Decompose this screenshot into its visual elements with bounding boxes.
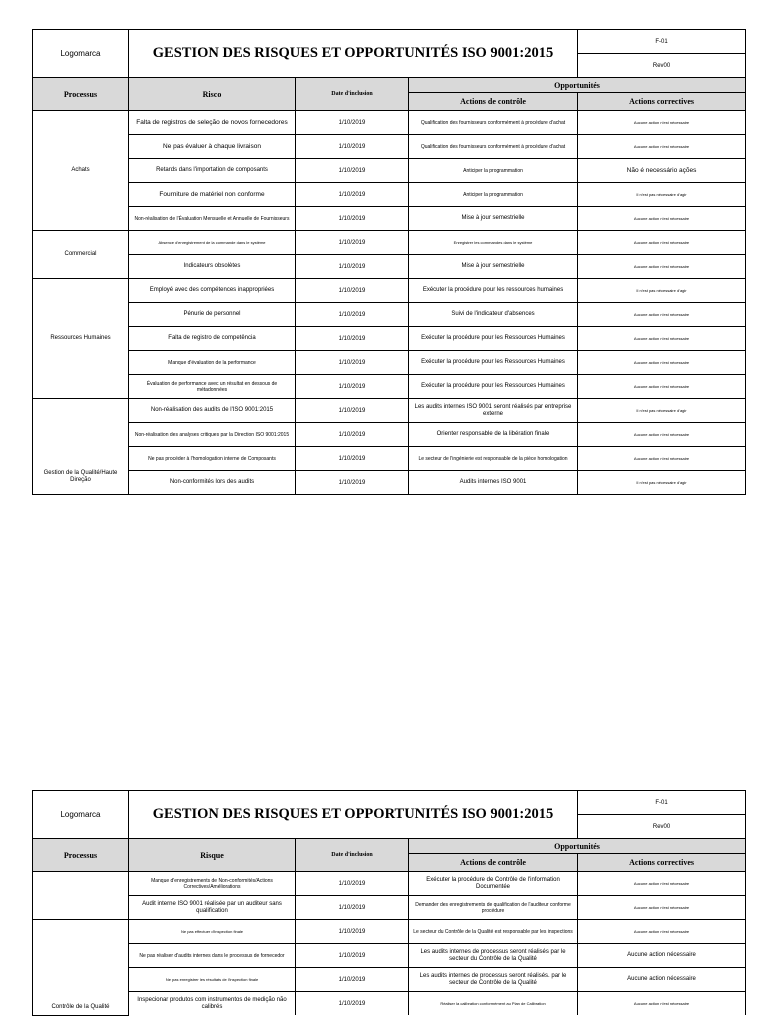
process-cell (33, 872, 129, 920)
risk-cell: Absence d'enregistrement de la commande dans le système (129, 231, 296, 255)
date-cell: 1/10/2019 (296, 896, 409, 920)
control-cell: Orienter responsable de la libération finale (409, 423, 578, 447)
risk-table (32, 790, 746, 1016)
control-cell: Les audits internes ISO 9001 seront réalisés par entreprise externe (409, 399, 578, 423)
risk-cell: Manque d'enregistrements de Non-conformités/Actions Correctives/Améliorations (129, 872, 296, 896)
header-process: Processus (33, 839, 129, 872)
logo-placeholder: Logomarca (33, 791, 129, 839)
process-cell: Ressources Humaines (33, 279, 129, 399)
corrective-cell: Aucune action nécessaire (578, 944, 746, 968)
corrective-cell: Aucune action n'est nécessaire (578, 255, 746, 279)
corrective-cell: Aucune action n'est nécessaire (578, 207, 746, 231)
corrective-cell: Aucune action n'est nécessaire (578, 920, 746, 944)
revision: Rev00 (578, 815, 746, 839)
corrective-cell: Il n'est pas nécessaire d'agir (578, 399, 746, 423)
form-code: F-01 (578, 791, 746, 815)
header-opportunities: Opportunités (409, 78, 746, 93)
date-cell: 1/10/2019 (296, 327, 409, 351)
corrective-cell: Aucune action n'est nécessaire (578, 135, 746, 159)
header-control-actions: Actions de contrôle (409, 93, 578, 111)
corrective-cell: Aucune action n'est nécessaire (578, 351, 746, 375)
risk-cell: Retards dans l'importation de composants (129, 159, 296, 183)
control-cell: Les audits internes de processus seront réalisés par le secteur du Contrôle de la Qualité (409, 944, 578, 968)
risk-cell: Ne pas effectuer d'inspection finale (129, 920, 296, 944)
risk-cell: Employé avec des compétences inappropriées (129, 279, 296, 303)
date-cell: 1/10/2019 (296, 351, 409, 375)
process-cell: Achats (33, 111, 129, 231)
control-cell: Exécuter la procédure pour les Ressources Humaines (409, 375, 578, 399)
risk-cell: Non-réalisation de l'Évaluation Mensuelle et Annuelle de Fournisseurs (129, 207, 296, 231)
process-cell: Commercial (33, 231, 129, 279)
corrective-cell: Não é necessário ações (578, 159, 746, 183)
date-cell: 1/10/2019 (296, 255, 409, 279)
control-cell: Les audits internes de processus seront réalisés. par le secteur de Contrôle de la Qualité (409, 968, 578, 992)
corrective-cell: Aucune action n'est nécessaire (578, 447, 746, 471)
control-cell: Enregistrer les commandes dans le système (409, 231, 578, 255)
risk-cell: Ne pas enregistrer les résultats de l'inspection finale (129, 968, 296, 992)
date-cell: 1/10/2019 (296, 447, 409, 471)
corrective-cell: Aucune action n'est nécessaire (578, 896, 746, 920)
date-cell: 1/10/2019 (296, 183, 409, 207)
date-cell: 1/10/2019 (296, 920, 409, 944)
control-cell: Réaliser la calibration conformément au Plan de Calibration (409, 992, 578, 1016)
form-code: F-01 (578, 30, 746, 54)
risk-cell: Évaluation de performance avec un résultat en dessous de métadonnées (129, 375, 296, 399)
date-cell: 1/10/2019 (296, 207, 409, 231)
control-cell: Suivi de l'indicateur d'absences (409, 303, 578, 327)
corrective-cell: Aucune action n'est nécessaire (578, 327, 746, 351)
header-risk: Risco (129, 78, 296, 111)
document-title: GESTION DES RISQUES ET OPPORTUNITÉS ISO 9001:2015 (129, 791, 578, 839)
header-date: Date d'inclusion (296, 78, 409, 111)
corrective-cell: Aucune action n'est nécessaire (578, 375, 746, 399)
control-cell: Qualification des fournisseurs conformément à procédure d'achat (409, 135, 578, 159)
risk-cell: Fourniture de matériel non conforme (129, 183, 296, 207)
header-control-actions: Actions de contrôle (409, 854, 578, 872)
risk-sheet-2 (32, 790, 745, 1016)
risk-table (32, 29, 746, 495)
date-cell: 1/10/2019 (296, 375, 409, 399)
date-cell: 1/10/2019 (296, 872, 409, 896)
control-cell: Mise à jour semestrielle (409, 255, 578, 279)
risk-cell: Pénurie de personnel (129, 303, 296, 327)
header-process: Processus (33, 78, 129, 111)
control-cell: Audits internes ISO 9001 (409, 471, 578, 495)
control-cell: Le secteur du Contrôle de la Qualité est responsable par les inspections (409, 920, 578, 944)
risk-cell: Non-réalisation des analyses critiques par la Direction ISO 9001:2015 (129, 423, 296, 447)
risk-cell: Falta de registros de seleção de novos fornecedores (129, 111, 296, 135)
risk-cell: Audit interne ISO 9001 réalisée par un auditeur sans qualification (129, 896, 296, 920)
date-cell: 1/10/2019 (296, 471, 409, 495)
date-cell: 1/10/2019 (296, 968, 409, 992)
risk-cell: Falta de registro de competência (129, 327, 296, 351)
control-cell: Anticiper la programmation (409, 159, 578, 183)
date-cell: 1/10/2019 (296, 399, 409, 423)
risk-cell: Ne pas évaluer à chaque livraison (129, 135, 296, 159)
date-cell: 1/10/2019 (296, 159, 409, 183)
risk-cell: Non-réalisation des audits de l'ISO 9001:2015 (129, 399, 296, 423)
header-corrective-actions: Actions correctives (578, 854, 746, 872)
header-date: Date d'inclusion (296, 839, 409, 872)
process-cell: Gestion de la Qualité/Haute Direção (33, 399, 129, 495)
risk-cell: Ne pas réaliser d'audits internes dans le processus de fornecedor (129, 944, 296, 968)
risk-cell: Inspecionar produtos com instrumentos de medição não calibrés (129, 992, 296, 1016)
date-cell: 1/10/2019 (296, 944, 409, 968)
date-cell: 1/10/2019 (296, 423, 409, 447)
date-cell: 1/10/2019 (296, 279, 409, 303)
process-cell: Contrôle de la Qualité (33, 920, 129, 1016)
date-cell: 1/10/2019 (296, 303, 409, 327)
date-cell: 1/10/2019 (296, 231, 409, 255)
header-corrective-actions: Actions correctives (578, 93, 746, 111)
risk-cell: Ne pas procéder à l'homologation interne de Composants (129, 447, 296, 471)
corrective-cell: Aucune action n'est nécessaire (578, 992, 746, 1016)
control-cell: Exécuter la procédure pour les Ressources Humaines (409, 351, 578, 375)
corrective-cell: Aucune action n'est nécessaire (578, 423, 746, 447)
risk-cell: Non-conformités lors des audits (129, 471, 296, 495)
control-cell: Le secteur de l'ingénierie est responsable de la pièce homologation (409, 447, 578, 471)
date-cell: 1/10/2019 (296, 111, 409, 135)
revision: Rev00 (578, 54, 746, 78)
control-cell: Exécuter la procédure de Contrôle de l'information Documentée (409, 872, 578, 896)
corrective-cell: Aucune action nécessaire (578, 968, 746, 992)
corrective-cell: Aucune action n'est nécessaire (578, 111, 746, 135)
logo-placeholder: Logomarca (33, 30, 129, 78)
control-cell: Qualification des fournisseurs conformément à procédure d'achat (409, 111, 578, 135)
control-cell: Mise à jour semestrielle (409, 207, 578, 231)
corrective-cell: Il n'est pas nécessaire d'agir (578, 183, 746, 207)
corrective-cell: Il n'est pas nécessaire d'agir (578, 471, 746, 495)
header-opportunities: Opportunités (409, 839, 746, 854)
control-cell: Exécuter la procédure pour les Ressources Humaines (409, 327, 578, 351)
corrective-cell: Aucune action n'est nécessaire (578, 303, 746, 327)
control-cell: Anticiper la programmation (409, 183, 578, 207)
document-title: GESTION DES RISQUES ET OPPORTUNITÉS ISO 9001:2015 (129, 30, 578, 78)
date-cell: 1/10/2019 (296, 135, 409, 159)
risk-sheet-1 (32, 29, 745, 495)
risk-cell: Indicateurs obsolètes (129, 255, 296, 279)
control-cell: Demander des enregistrements de qualification de l'auditeur conforme procédure (409, 896, 578, 920)
corrective-cell: Aucune action n'est nécessaire (578, 872, 746, 896)
control-cell: Exécuter la procédure pour les ressources humaines (409, 279, 578, 303)
risk-cell: Manque d'évaluation de la performance (129, 351, 296, 375)
corrective-cell: Aucune action n'est nécessaire (578, 231, 746, 255)
date-cell: 1/10/2019 (296, 992, 409, 1016)
header-risk: Risque (129, 839, 296, 872)
corrective-cell: Il n'est pas nécessaire d'agir (578, 279, 746, 303)
